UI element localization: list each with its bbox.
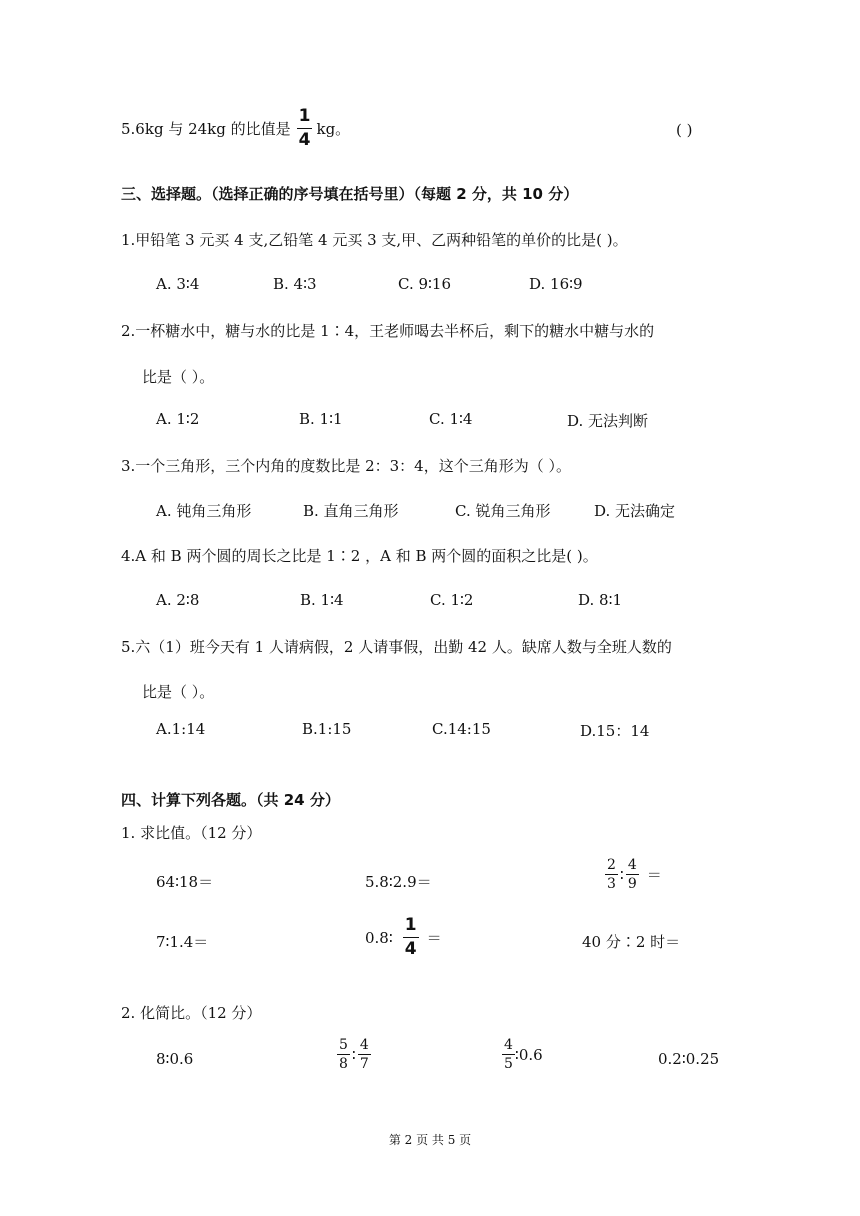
option-c[interactable]: C. 1∶4	[429, 410, 473, 428]
answer-paren[interactable]: ( )	[676, 121, 693, 139]
option-c[interactable]: C. 锐角三角形	[455, 502, 551, 520]
fraction: $\frac{1}{4}$	[404, 915, 417, 959]
option-b[interactable]: B.1:15	[302, 720, 352, 738]
option-a[interactable]: A.1:14	[156, 720, 206, 738]
option-b[interactable]: B. 4∶3	[273, 275, 317, 293]
option-c[interactable]: C.14:15	[432, 720, 491, 738]
option-d[interactable]: D. 16∶9	[529, 275, 583, 293]
option-d[interactable]: D. 8∶1	[578, 591, 623, 609]
tf-item-5	[121, 108, 350, 149]
option-b[interactable]: B. 1∶4	[300, 591, 344, 609]
ratio-problem: $\frac{2}{3}$ ∶ $\frac{4}{9}$ ＝	[607, 857, 662, 892]
fraction: $\frac{1}{4}$	[298, 106, 311, 150]
ratio-problem: 64∶18＝	[156, 873, 214, 891]
question-5: 5.六（1）班今天有 1 人请病假，2 人请事假，出勤 42 人。缺席人数与全班人数的	[121, 638, 672, 656]
question-3: 3.一个三角形，三个内角的度数比是 2：3：4，这个三角形为（ ）。	[121, 457, 571, 475]
option-a[interactable]: A. 3∶4	[156, 275, 200, 293]
tf-item-5-unit: kg。	[316, 120, 351, 138]
ratio-problem: 0.8∶ $\frac{1}{4}$ ＝	[365, 915, 442, 959]
option-b[interactable]: B. 直角三角形	[303, 502, 399, 520]
tf-item-5-text: 5.6kg 与 24kg 的比值是	[121, 120, 291, 138]
problem-1-title: 1. 求比值。（12 分）	[121, 824, 262, 842]
option-d[interactable]: D.15：14	[580, 722, 650, 740]
section-3-heading: 三、选择题。（选择正确的序号填在括号里）（每题 2 分，共 10 分）	[121, 185, 579, 203]
ratio-problem: 7∶1.4＝	[156, 933, 209, 951]
fraction: $\frac{4}{5}$	[504, 1037, 513, 1072]
question-5-cont: 比是（ ）。	[142, 683, 215, 701]
option-c[interactable]: C. 9∶16	[398, 275, 452, 293]
option-b[interactable]: B. 1∶1	[299, 410, 343, 428]
page-number: 第 2 页 共 5 页	[388, 1133, 472, 1147]
section-4-heading: 四、计算下列各题。（共 24 分）	[121, 791, 340, 809]
ratio-problem: 5.8∶2.9＝	[365, 873, 432, 891]
option-a[interactable]: A. 2∶8	[156, 591, 200, 609]
option-a[interactable]: A. 钝角三角形	[156, 502, 252, 520]
question-2-cont: 比是（ ）。	[142, 368, 215, 386]
simplify-problem: 0.2∶0.25	[658, 1050, 720, 1068]
simplify-problem: $\frac{5}{8}$ ∶ $\frac{4}{7}$	[339, 1037, 369, 1072]
question-2: 2.一杯糖水中，糖与水的比是 1∶4，王老师喝去半杯后，剩下的糖水中糖与水的	[121, 322, 655, 340]
ratio-problem: 40 分∶2 时＝	[582, 933, 681, 951]
fraction: $\frac{5}{8}$	[339, 1037, 348, 1072]
option-c[interactable]: C. 1∶2	[430, 591, 474, 609]
simplify-problem: $\frac{4}{5}$ ∶0.6	[504, 1037, 543, 1072]
problem-2-title: 2. 化简比。（12 分）	[121, 1004, 262, 1022]
simplify-problem: 8∶0.6	[156, 1050, 194, 1068]
option-d[interactable]: D. 无法判断	[567, 412, 649, 430]
question-1: 1.甲铅笔 3 元买 4 支,乙铅笔 4 元买 3 支,甲、乙两种铅笔的单价的比是( )。	[121, 231, 628, 249]
fraction: $\frac{2}{3}$	[607, 857, 616, 892]
fraction: $\frac{4}{7}$	[359, 1037, 369, 1072]
question-4: 4.A 和 B 两个圆的周长之比是 1∶2 ，A 和 B 两个圆的面积之比是( )。	[121, 547, 598, 565]
option-d[interactable]: D. 无法确定	[594, 502, 676, 520]
fraction: $\frac{4}{9}$	[627, 857, 637, 892]
option-a[interactable]: A. 1∶2	[156, 410, 200, 428]
